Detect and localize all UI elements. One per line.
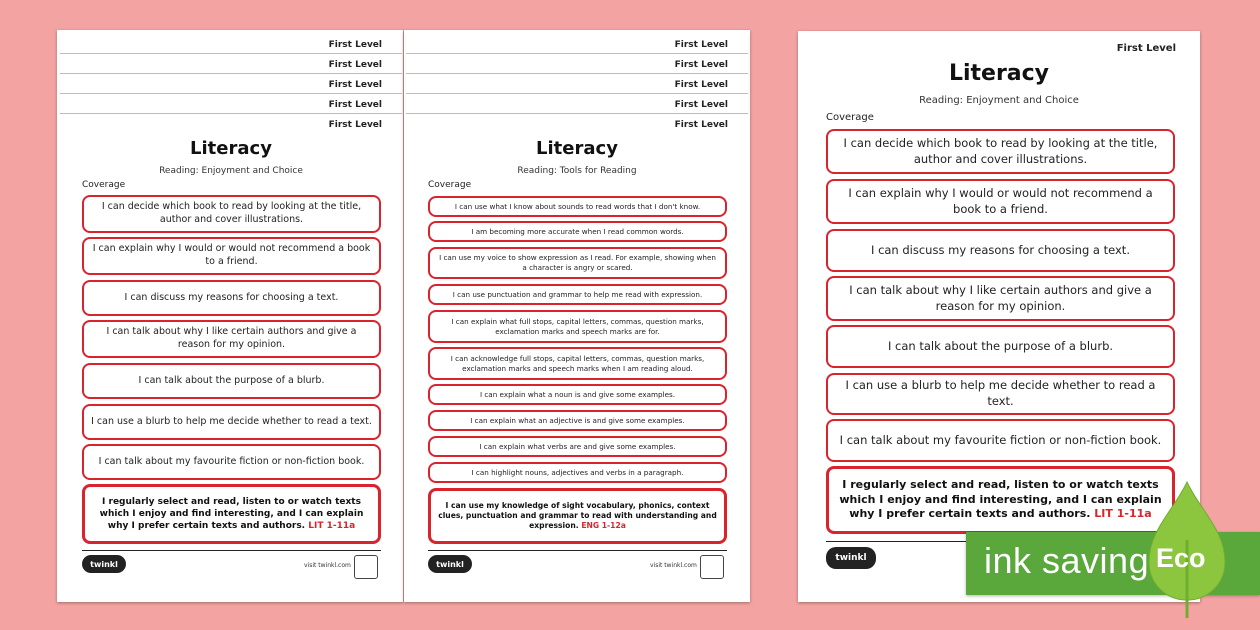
statement-box: I can talk about why I like certain authors and give a reason for my opinion. <box>82 320 381 358</box>
statement-box: I can talk about the purpose of a blurb. <box>82 363 381 399</box>
level-label: First Level <box>328 40 382 50</box>
outcome-box <box>826 466 1175 534</box>
twinkl-logo: twinkl <box>428 555 472 573</box>
worksheet-subtitle: Reading: Tools for Reading <box>517 166 637 176</box>
right-worksheet <box>798 31 1200 602</box>
left-worksheet <box>60 114 402 600</box>
statement-box: I can use a blurb to help me decide whether to read a text. <box>82 404 381 440</box>
level-label: First Level <box>674 80 728 90</box>
twinkl-logo: twinkl <box>826 547 876 569</box>
statement-box: I can use what I know about sounds to read words that I don't know. <box>428 196 727 217</box>
outcome-code: LIT 1-11a <box>308 521 356 532</box>
statement-box: I can talk about the purpose of a blurb. <box>826 325 1175 368</box>
worksheet-title: Literacy <box>948 61 1050 86</box>
quality-badge <box>700 555 724 579</box>
stacked-page-3 <box>406 74 748 94</box>
stacked-page-1 <box>60 34 402 54</box>
level-label: First Level <box>328 120 382 130</box>
statement-box: I can highlight nouns, adjectives and verbs in a paragraph. <box>428 462 727 483</box>
stacked-page-4 <box>406 94 748 114</box>
statement-box: I can use punctuation and grammar to help me read with expression. <box>428 284 727 305</box>
stacked-page-3 <box>60 74 402 94</box>
footer-rule <box>82 550 381 551</box>
worksheet-subtitle: Reading: Enjoyment and Choice <box>159 166 303 176</box>
stacked-page-2 <box>406 54 748 74</box>
visit-link: visit twinkl.com <box>650 562 697 569</box>
level-label: First Level <box>1116 43 1176 54</box>
stacked-page-1 <box>406 34 748 54</box>
level-label: First Level <box>328 80 382 90</box>
statement-box: I can explain what verbs are and give some examples. <box>428 436 727 457</box>
level-label: First Level <box>674 100 728 110</box>
outcome-code: LIT 1-11a <box>1094 507 1152 521</box>
statement-box: I can explain why I would or would not recommend a book to a friend. <box>82 237 381 275</box>
statement-box: I can explain what a noun is and give some examples. <box>428 384 727 405</box>
statement-box: I can use my voice to show expression as I read. For example, showing when a character is angry or scared. <box>428 247 727 279</box>
outcome-box <box>82 484 381 544</box>
worksheet-title: Literacy <box>536 138 618 159</box>
visit-link: visit twinkl.com <box>304 562 351 569</box>
outcome-text: I regularly select and read, listen to or watch texts which I enjoy and find interesting, and I can explain why I prefer certain texts and authors. <box>99 496 364 532</box>
outcome-code: ENG 1-12a <box>581 521 626 531</box>
quality-badge <box>354 555 378 579</box>
middle-worksheet <box>406 114 748 600</box>
statement-box: I can discuss my reasons for choosing a text. <box>82 280 381 316</box>
statement-box: I can talk about my favourite fiction or non-fiction book. <box>826 419 1175 462</box>
coverage-label: Coverage <box>82 180 126 190</box>
statement-box: I can explain what full stops, capital letters, commas, question marks, exclamation marks and speech marks are for. <box>428 310 727 343</box>
stacked-page-4 <box>60 94 402 114</box>
level-label: First Level <box>674 40 728 50</box>
ink-saving-label: ink saving <box>984 540 1150 581</box>
outcome-text: I can use my knowledge of sight vocabulary, phonics, context clues, punctuation and grammar to read with understanding and expression. <box>438 500 717 531</box>
statement-box: I can talk about why I like certain authors and give a reason for my opinion. <box>826 276 1175 321</box>
statement-box: I can discuss my reasons for choosing a text. <box>826 229 1175 272</box>
worksheet-subtitle: Reading: Enjoyment and Choice <box>919 95 1079 106</box>
statement-box: I can decide which book to read by looking at the title, author and cover illustrations. <box>826 129 1175 174</box>
coverage-label: Coverage <box>428 180 472 190</box>
worksheet-title: Literacy <box>190 138 272 159</box>
footer-rule <box>428 550 727 551</box>
level-label: First Level <box>328 60 382 70</box>
statement-box: I can decide which book to read by looking at the title, author and cover illustrations. <box>82 195 381 233</box>
level-label: First Level <box>674 60 728 70</box>
statement-box: I can use a blurb to help me decide whether to read a text. <box>826 373 1175 415</box>
statement-box: I can explain why I would or would not recommend a book to a friend. <box>826 179 1175 224</box>
statement-box: I can talk about my favourite fiction or non-fiction book. <box>82 444 381 480</box>
statement-box: I am becoming more accurate when I read common words. <box>428 221 727 242</box>
outcome-box <box>428 488 727 544</box>
level-label: First Level <box>328 100 382 110</box>
coverage-label: Coverage <box>826 112 874 123</box>
twinkl-logo: twinkl <box>82 555 126 573</box>
level-label: First Level <box>674 120 728 130</box>
statement-box: I can acknowledge full stops, capital letters, commas, question marks, exclamation marks and speech marks when I am reading aloud. <box>428 347 727 380</box>
statement-box: I can explain what an adjective is and give some examples. <box>428 410 727 431</box>
outcome-text: I regularly select and read, listen to or watch texts which I enjoy and find interesting, and I can explain why I prefer certain texts and authors. <box>839 477 1162 521</box>
eco-badge-label: Eco <box>1156 543 1206 573</box>
stacked-page-2 <box>60 54 402 74</box>
